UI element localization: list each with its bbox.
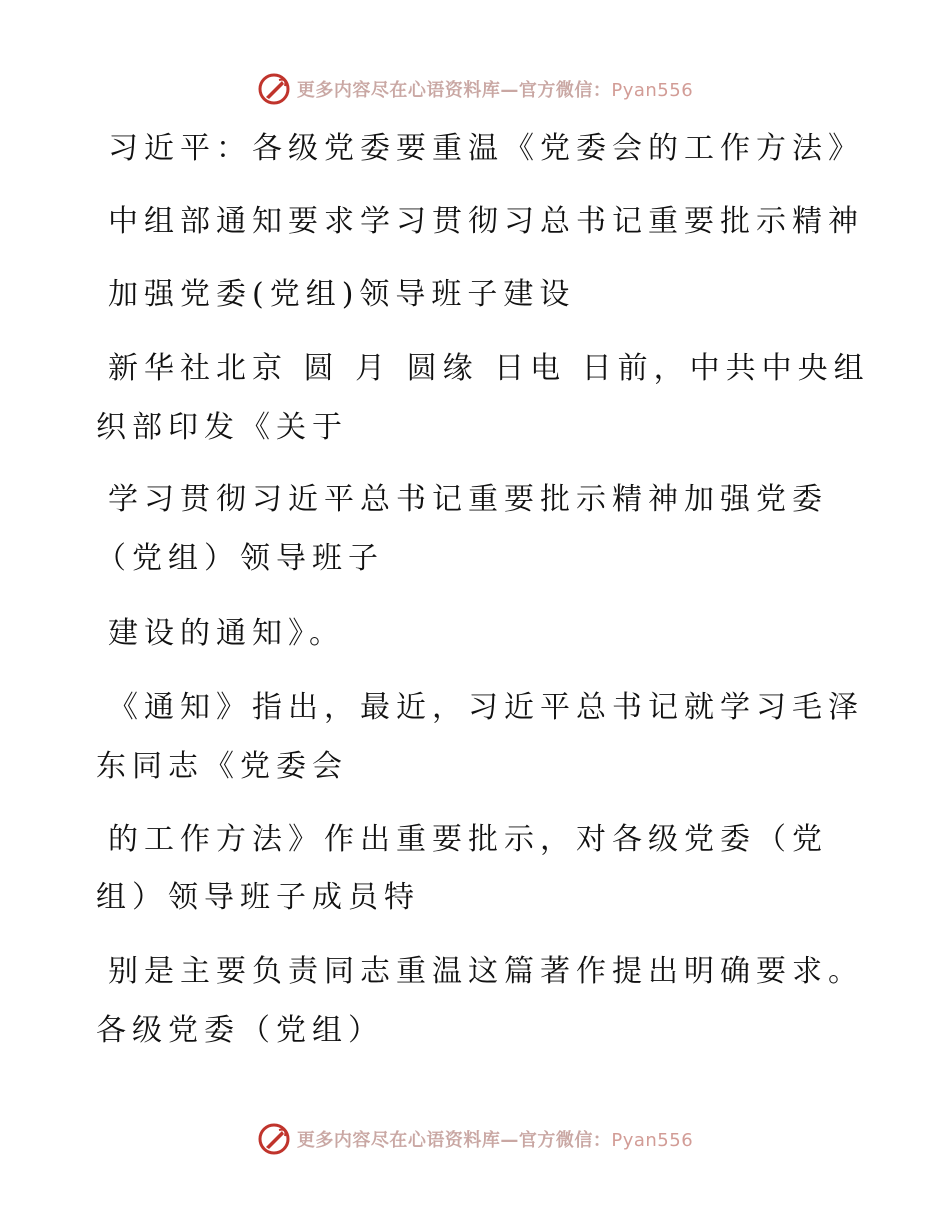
title-line: 习近平：各级党委要重温《党委会的工作方法》	[108, 131, 864, 166]
body-text-line: 各级党委（党组）	[96, 1013, 384, 1048]
subtitle-line: 中组部通知要求学习贯彻习总书记重要批示精神	[108, 204, 864, 239]
quill-seal-logo-icon	[257, 1122, 291, 1156]
body-text-line: 学习贯彻习近平总书记重要批示精神加强党委	[108, 482, 828, 517]
subtitle-line: 加强党委(党组)领导班子建设	[108, 277, 576, 312]
quill-seal-logo-icon	[257, 72, 291, 106]
watermark-text: 更多内容尽在心语资料库—官方微信：Pyan556	[296, 80, 694, 101]
body-text-line: 新华社北京 圆 月 圆缘 日电 日前，中共中央组	[108, 351, 870, 386]
body-text-line: 别是主要负责同志重温这篇著作提出明确要求。	[108, 954, 864, 989]
body-text-line: 织部印发《关于	[96, 410, 348, 445]
body-text-line: 组）领导班子成员特	[96, 880, 420, 915]
watermark-text: 更多内容尽在心语资料库—官方微信：Pyan556	[296, 1130, 694, 1151]
body-text-line: （党组）领导班子	[96, 541, 384, 576]
footer-watermark	[0, 1122, 950, 1156]
body-text-line: 的工作方法》作出重要批示，对各级党委（党	[108, 822, 828, 857]
body-text-line: 东同志《党委会	[96, 749, 348, 784]
header-watermark	[0, 72, 950, 106]
body-text-line: 建设的通知》。	[108, 616, 345, 651]
body-text-line: 《通知》指出，最近，习近平总书记就学习毛泽	[108, 690, 864, 725]
